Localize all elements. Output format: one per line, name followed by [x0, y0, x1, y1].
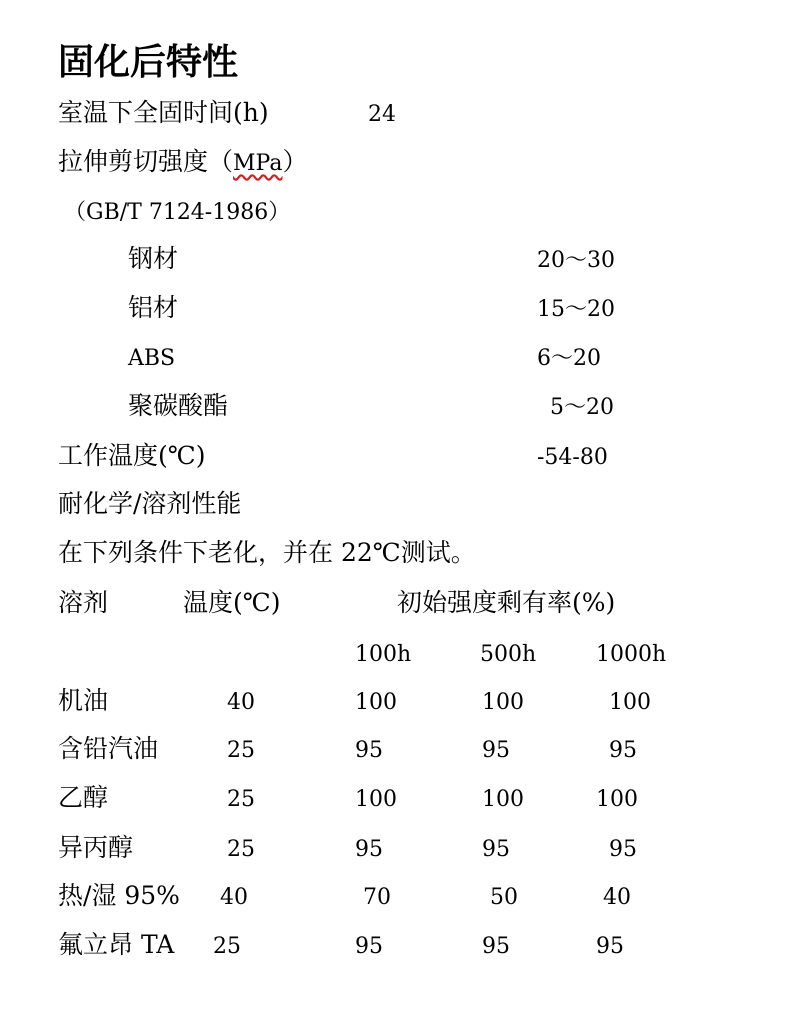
row-value-500h: 100: [482, 690, 524, 715]
header-temp: 温度(℃): [183, 588, 281, 617]
shear-standard: （GB/T 7124-1986）: [64, 200, 291, 225]
row-value-500h: 95: [482, 934, 510, 959]
row-temp: 40: [220, 885, 248, 910]
row-value-100h: 95: [355, 837, 383, 862]
work-temp-label: 工作温度(℃): [58, 441, 206, 470]
row-solvent: 氟立昂 TA: [58, 930, 175, 959]
shear-label-prefix: 拉伸剪切强度（: [58, 147, 234, 176]
material-value: 5～20: [550, 395, 614, 420]
row-value-500h: 100: [482, 787, 524, 812]
row-temp: 25: [227, 837, 255, 862]
material-value: 20～30: [537, 248, 615, 273]
row-value-100h: 95: [355, 934, 383, 959]
work-temp-value: -54-80: [537, 445, 608, 470]
row-temp: 25: [227, 787, 255, 812]
chem-resistance-title: 耐化学/溶剂性能: [58, 489, 242, 518]
row-value-1000h: 95: [609, 837, 637, 862]
row-solvent: 机油: [58, 686, 109, 715]
material-name: ABS: [128, 346, 176, 371]
row-value-500h: 95: [482, 738, 510, 763]
header-hours: 1000h: [596, 642, 667, 667]
shear-strength-label: [58, 147, 308, 179]
row-temp: 40: [227, 690, 255, 715]
row-solvent: 乙醇: [58, 783, 109, 812]
material-name: 铝材: [128, 293, 179, 322]
row-value-1000h: 40: [603, 885, 631, 910]
header-solvent: 溶剂: [58, 588, 109, 617]
material-name: 钢材: [128, 244, 179, 273]
row-value-100h: 70: [363, 885, 391, 910]
row-value-500h: 95: [482, 837, 510, 862]
material-value: 15～20: [537, 297, 615, 322]
row-value-100h: 95: [355, 738, 383, 763]
row-value-100h: 100: [355, 690, 397, 715]
section-title: 固化后特性: [58, 42, 239, 83]
row-temp: 25: [213, 934, 241, 959]
row-value-1000h: 95: [596, 934, 624, 959]
header-hours: 100h: [355, 642, 412, 667]
shear-label-unit: MPa: [233, 151, 283, 176]
cure-time-value: 24: [368, 102, 396, 127]
header-hours: 500h: [480, 642, 537, 667]
row-solvent: 异丙醇: [58, 833, 134, 862]
row-value-500h: 50: [490, 885, 518, 910]
row-value-1000h: 95: [609, 738, 637, 763]
shear-label-suffix: ）: [282, 147, 308, 176]
row-solvent: 含铅汽油: [58, 734, 159, 763]
header-retention: 初始强度剩有率(%): [397, 588, 616, 617]
row-solvent: 热/湿 95%: [58, 881, 180, 910]
material-name: 聚碳酸酯: [128, 391, 229, 420]
row-value-1000h: 100: [609, 690, 651, 715]
row-value-1000h: 100: [596, 787, 638, 812]
aging-condition: 在下列条件下老化，并在 22℃测试。: [58, 538, 476, 567]
row-temp: 25: [227, 738, 255, 763]
cure-time-label: 室温下全固时间(h): [58, 98, 269, 127]
row-value-100h: 100: [355, 787, 397, 812]
material-value: 6～20: [537, 346, 601, 371]
